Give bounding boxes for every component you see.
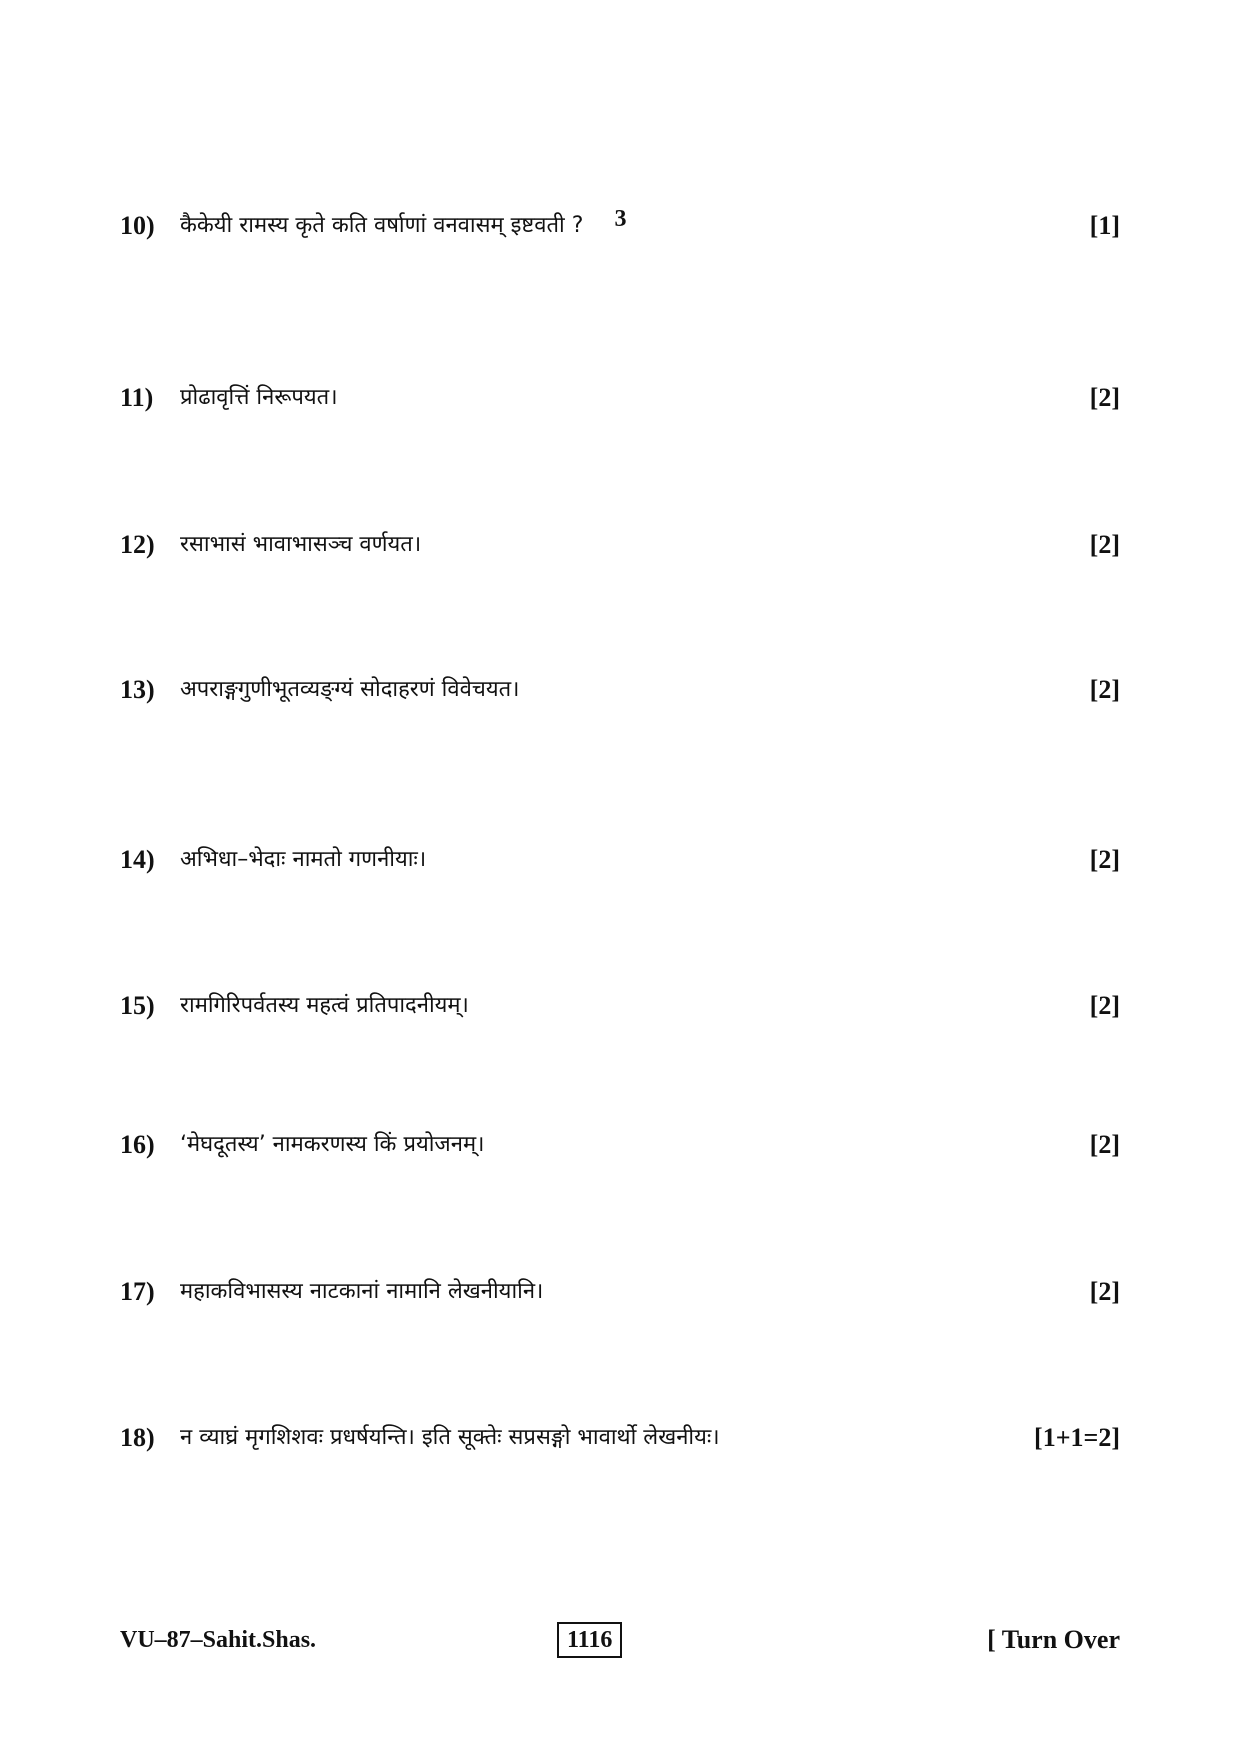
question-number: 13) (120, 675, 155, 704)
question-number: 18) (120, 1423, 155, 1452)
question-text: न व्याघ्रं मृगशिशवः प्रधर्षयन्ति। इति सूक्तेः सप्रसङ्गो भावार्थो लेखनीयः। (180, 1425, 720, 1450)
question-text: प्रोढावृत्तिं निरूपयत। (180, 385, 338, 410)
question-number: 14) (120, 845, 155, 874)
question-14 (120, 840, 1120, 880)
question-number: 15) (120, 991, 155, 1020)
question-number: 17) (120, 1277, 155, 1306)
question-text: रामगिरिपर्वतस्य महत्वं प्रतिपादनीयम्। (180, 993, 469, 1018)
question-marks: [1] (1089, 211, 1120, 240)
page-number: 3 (614, 206, 627, 232)
question-13 (120, 670, 1120, 710)
question-marks: [2] (1089, 1277, 1120, 1306)
question-marks: [2] (1089, 675, 1120, 704)
question-10 (120, 206, 1120, 246)
question-text: अभिधा–भेदाः नामतो गणनीयाः। (180, 847, 427, 872)
question-12 (120, 525, 1120, 565)
question-text: महाकविभासस्य नाटकानां नामानि लेखनीयानि। (180, 1279, 544, 1304)
question-number: 12) (120, 530, 155, 559)
question-17 (120, 1272, 1120, 1312)
question-number: 11) (120, 383, 154, 412)
question-18 (120, 1418, 1120, 1458)
question-marks: [2] (1089, 991, 1120, 1020)
page-footer (120, 1620, 1120, 1660)
question-marks: [1+1=2] (1034, 1423, 1120, 1452)
question-number: 10) (120, 211, 155, 240)
paper-code: VU–87–Sahit.Shas. (120, 1627, 317, 1653)
question-marks: [2] (1089, 1130, 1120, 1159)
question-marks: [2] (1089, 383, 1120, 412)
question-text: ‘मेघदूतस्य’ नामकरणस्य किं प्रयोजनम्। (180, 1132, 485, 1157)
turn-over-label: [ Turn Over (987, 1625, 1120, 1654)
question-11 (120, 378, 1120, 418)
question-marks: [2] (1089, 845, 1120, 874)
question-16 (120, 1125, 1120, 1165)
question-15 (120, 986, 1120, 1026)
question-text: अपराङ्गगुणीभूतव्यङ्ग्यं सोदाहरणं विवेचयत। (180, 677, 520, 702)
question-marks: [2] (1089, 530, 1120, 559)
serial-number-box: 1116 (557, 1622, 622, 1658)
question-text: रसाभासं भावाभासञ्च वर्णयत। (180, 532, 422, 557)
question-number: 16) (120, 1130, 155, 1159)
question-text: कैकेयी रामस्य कृते कति वर्षाणां वनवासम् इष्टवती ? (180, 213, 584, 238)
